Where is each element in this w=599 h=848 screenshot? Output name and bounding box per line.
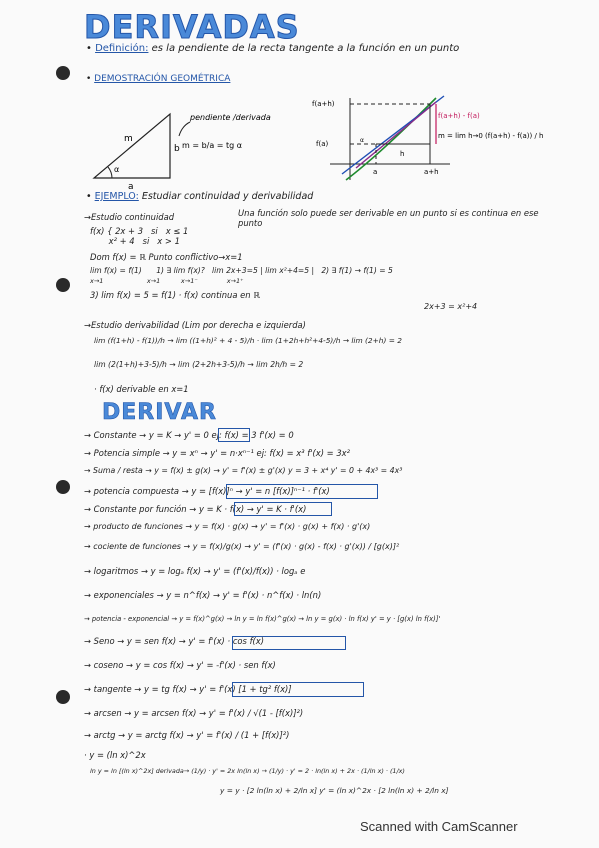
fa-label: f(a) (316, 140, 329, 148)
tangent-line (356, 102, 436, 168)
rise-label: f(a+h) - f(a) (438, 112, 480, 120)
demo-heading: • DEMOSTRACIÓN GEOMÉTRICA (86, 74, 231, 84)
annotation-text: pendiente /derivada (190, 113, 271, 122)
example-heading: • EJEMPLO: Estudiar continuidad y derivabilidad (86, 191, 314, 202)
rule-line: → exponenciales → y = n^f(x) → y' = f'(x) · n^f(x) · ln(n) (84, 590, 322, 600)
rule-line: → potencia - exponencial → y = f(x)^g(x) → ln y = ln f(x)^g(x) → ln y = g(x) · ln f(x) y' = y · [g(x) ln f(x)]' (84, 615, 441, 623)
b-label: b (174, 144, 180, 154)
alpha-arc (108, 167, 112, 178)
rule-line: → Seno → y = sen f(x) → y' = f'(x) · cos f(x) (84, 636, 265, 646)
result-box (226, 484, 378, 499)
h-label: h (400, 150, 405, 158)
example-line: 3) lim f(x) = 5 = f(1) · f(x) continua en ℝ (90, 290, 260, 300)
section-title: DERIVAR (102, 400, 217, 425)
result-box (234, 502, 332, 516)
rule-line: → arcsen → y = arcsen f(x) → y' = f'(x) / √(1 - [f(x)]²) (84, 708, 304, 718)
example-line: lim f(x) = f(1) 1) ∃ lim f(x)? lim 2x+3=5 | lim x²+4=5 | 2) ∃ f(1) → f(1) = 5 (90, 266, 393, 275)
example-line: →Estudio continuidad (84, 212, 175, 222)
example-line: Dom f(x) = ℝ Punto conflictivo→x=1 (90, 252, 243, 262)
rule-line: ln y = ln [(ln x)^2x] derivada→ (1/y) · y' = 2x ln(ln x) → (1/y) · y' = 2 · ln(ln x) + 2x · (1/ln x) · (1/x) (90, 767, 405, 775)
example-line: x→1 x→1 x→1⁻ x→1⁺ (90, 277, 244, 285)
rule-line: → Constante por función → y = K · f(x) → y' = K · f'(x) (84, 504, 307, 514)
m-label: m (124, 134, 133, 144)
rule-line: → coseno → y = cos f(x) → y' = -f'(x) · sen f(x) (84, 660, 276, 670)
rule-line: → Constante → y = K → y' = 0 ej: f(x) = 3 f'(x) = 0 (84, 430, 294, 440)
alpha-label: α (114, 165, 120, 174)
example-label: EJEMPLO: (94, 191, 139, 202)
binder-hole (56, 690, 70, 704)
rule-line: → Suma / resta → y = f(x) ± g(x) → y' = f'(x) ± g'(x) y = 3 + x⁴ y' = 0 + 4x³ = 4x³ (84, 466, 403, 475)
annotation-arrow (179, 122, 190, 136)
a-label: a (128, 182, 134, 192)
example-line: x² + 4 si x > 1 (90, 236, 180, 246)
xa-label: a (373, 168, 378, 176)
binder-hole (56, 278, 70, 292)
example-line: f(x) { 2x + 3 si x ≤ 1 (90, 226, 189, 236)
binder-hole (56, 66, 70, 80)
alpha-label: α (360, 137, 364, 144)
scanner-watermark: Scanned with CamScanner (360, 819, 518, 834)
result-box (218, 428, 250, 442)
rule-line: → Potencia simple → y = xⁿ → y' = n·xⁿ⁻¹ ej: f(x) = x³ f'(x) = 3x² (84, 448, 351, 458)
definition-line: • Definición: es la pendiente de la recta tangente a la función en un punto (86, 43, 460, 54)
demo-label: DEMOSTRACIÓN GEOMÉTRICA (94, 74, 231, 84)
slope-formula: m = b/a = tg α (182, 141, 243, 150)
example-line: · f(x) derivable en x=1 (94, 384, 189, 394)
rule-line: → potencia compuesta → y = [f(x)]ⁿ → y' = n [f(x)]ⁿ⁻¹ · f'(x) (84, 486, 330, 496)
definition-text: es la pendiente de la recta tangente a la función en un punto (151, 43, 460, 54)
side-calc: 2x+3 = x²+4 (424, 302, 478, 311)
secant-diagram (310, 94, 560, 192)
rule-line: → arctg → y = arctg f(x) → y' = f'(x) / (1 + [f(x)]²) (84, 730, 290, 740)
rule-line: → cociente de funciones → y = f(x)/g(x) → y' = (f'(x) · g(x) - f(x) · g'(x)) / [g(x)]² (84, 542, 400, 551)
result-box (232, 636, 346, 650)
limit-formula: m = lim h→0 (f(a+h) - f(a)) / h (438, 132, 544, 140)
binder-hole (56, 480, 70, 494)
example-text: Estudiar continuidad y derivabilidad (141, 191, 314, 202)
triangle-shape (94, 114, 170, 178)
triangle-diagram (82, 96, 292, 192)
definition-label: Definición: (95, 43, 149, 54)
example-line: →Estudio derivabilidad (Lim por derecha e izquierda) (84, 320, 306, 330)
rule-line: → tangente → y = tg f(x) → y' = f'(x) [1 + tg² f(x)] (84, 684, 292, 694)
rule-line: → logaritmos → y = logₐ f(x) → y' = (f'(x)/f(x)) · logₐ e (84, 566, 306, 576)
xah-label: a+h (424, 168, 439, 176)
side-note: Una función solo puede ser derivable en un punto si es continua en ese punto (238, 208, 539, 228)
rule-line: · y = (ln x)^2x (84, 750, 146, 760)
example-line: lim (f(1+h) - f(1))/h → lim ((1+h)² + 4 - 5)/h · lim (1+2h+h²+4-5)/h → lim (2+h) = 2 (94, 336, 402, 345)
rule-line: y = y · [2 ln(ln x) + 2/ln x] y' = (ln x)^2x · [2 ln(ln x) + 2/ln x] (220, 786, 449, 795)
fah-label: f(a+h) (312, 100, 335, 108)
rule-line: → producto de funciones → y = f(x) · g(x) → y' = f'(x) · g(x) + f(x) · g'(x) (84, 522, 371, 531)
page-title: DERIVADAS (84, 8, 300, 46)
result-box (232, 682, 364, 697)
example-line: lim (2(1+h)+3-5)/h → lim (2+2h+3-5)/h → lim 2h/h = 2 (94, 360, 304, 369)
